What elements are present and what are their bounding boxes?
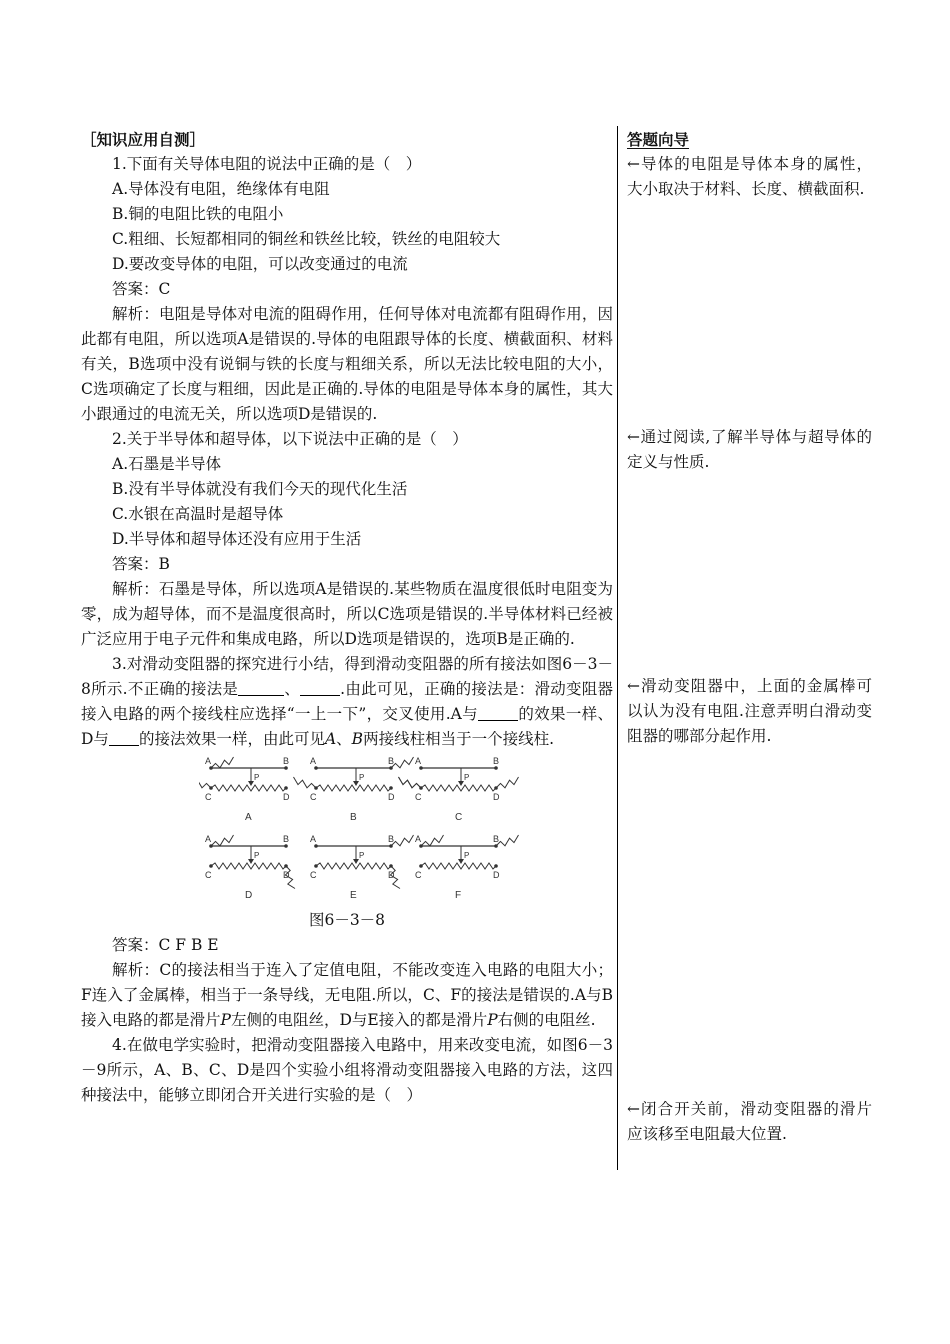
- main-column: [81, 127, 613, 1108]
- question-3: [81, 652, 613, 1033]
- rheostat-f-wire-a: [421, 835, 444, 846]
- rheostat-a-label-d: D: [283, 792, 290, 802]
- rheostat-d-terminal-b: [284, 844, 288, 848]
- rheostat-b-label-a: A: [310, 756, 317, 766]
- figure-6-3-8: [81, 756, 613, 908]
- rheostat-f-caption: F: [455, 890, 462, 901]
- guide-note-1: ←导体的电阻是导体本身的属性，大小取决于材料、长度、横截面积.: [627, 155, 872, 198]
- figure-caption: 图6－3－8: [308, 911, 386, 929]
- rheostat-f-label-b: B: [493, 834, 500, 844]
- q3-analysis-part: 左侧的电阻丝，D与E接入的都是滑片: [230, 1011, 488, 1029]
- q2-analysis: 解析：石墨是导体，所以选项A是错误的.某些物质在温度很低时电阻变为零，成为超导体，而不是温度很高时，所以C选项是错误的.半导体材料已经被广泛应用于电子元件和集成电路，所以D选项是错误的，选项B是正确的.: [81, 580, 613, 648]
- column-divider: [617, 126, 618, 1170]
- q2-option-b: B.没有半导体就没有我们今天的现代化生活: [112, 480, 408, 498]
- rheostat-d-label-b: B: [283, 834, 290, 844]
- rheostat-c-wire-d: [496, 777, 519, 788]
- rheostat-b-terminal-d: [389, 786, 393, 790]
- var-a: A: [324, 730, 337, 748]
- rheostat-e-label-p: P: [359, 851, 365, 860]
- rheostat-e-terminal-a: [314, 844, 318, 848]
- q2-stem: 2.关于半导体和超导体，以下说法中正确的是（ ）: [112, 430, 468, 448]
- rheostat-b-terminal-a: [314, 766, 318, 770]
- guide-note-3: ←滑动变阻器中，上面的金属棒可以认为没有电阻.注意弄明白滑动变阻器的哪部分起作用.: [627, 677, 872, 745]
- rheostat-b-label-p: P: [359, 773, 365, 782]
- rheostat-b-coil: [316, 785, 391, 791]
- rheostat-d-caption: D: [245, 890, 253, 901]
- rheostat-b-label-b: B: [388, 756, 395, 766]
- rheostat-c-label-d: D: [493, 792, 500, 802]
- rheostat-f-coil: [421, 863, 496, 869]
- q2-option-d: D.半导体和超导体还没有应用于生活: [112, 530, 362, 548]
- blank-1: [238, 679, 284, 696]
- rheostat-b-wire-c: [294, 777, 317, 788]
- q1-stem: 1.下面有关导体电阻的说法中正确的是（ ）: [112, 155, 422, 173]
- rheostat-e-label-b: B: [388, 834, 395, 844]
- rheostat-a-label-p: P: [254, 773, 260, 782]
- rheostat-a-caption: A: [245, 812, 252, 823]
- q3-analysis-part: 解析：C的接法相当于连入了定值电阻，不能改变连入电路的电阻大小；F连入了金属棒，相当于一条导线，无电阻.所以，C、F的接法是错误的.A与B接入电路的都是滑片: [81, 961, 613, 1029]
- q3-stem-part: 3.对滑动变阻器的探究进行小结，得到滑动变阻器的所有接法如图6－3－8所示.不正确的接法是: [81, 655, 613, 698]
- rheostat-e-label-d: D: [388, 870, 395, 880]
- rheostat-e-wire-b: [391, 835, 414, 846]
- guide-column: [627, 127, 872, 1143]
- rheostat-f-terminal-c: [419, 864, 423, 868]
- guide-note-4: ←闭合开关前，滑动变阻器的滑片应该移至电阻最大位置.: [627, 1100, 872, 1143]
- rheostat-f-wire-b: [496, 835, 519, 846]
- rheostat-c-label-b: B: [493, 756, 500, 766]
- rheostat-d-terminal-c: [209, 864, 213, 868]
- q3-separator: 、: [336, 730, 352, 748]
- blank-2: [300, 679, 340, 696]
- rheostat-d-label-a: A: [205, 834, 212, 844]
- rheostat-c-caption: C: [455, 812, 463, 823]
- blank-3: [478, 704, 518, 721]
- question-2: [81, 427, 613, 652]
- rheostat-f-label-p: P: [464, 851, 470, 860]
- rheostat-b-label-d: D: [388, 792, 395, 802]
- rheostat-c-label-p: P: [464, 773, 470, 782]
- q2-option-c: C.水银在高温时是超导体: [112, 505, 284, 523]
- guide-note-2: ←通过阅读,了解半导体与超导体的定义与性质.: [627, 428, 872, 471]
- rheostat-e-terminal-c: [314, 864, 318, 868]
- section-heading: ［知识应用自测］: [81, 130, 206, 149]
- q1-option-a: A.导体没有电阻，绝缘体有电阻: [112, 180, 330, 198]
- rheostat-a-label-a: A: [205, 756, 212, 766]
- question-1: [81, 152, 613, 427]
- var-p: P: [487, 1011, 498, 1029]
- rheostat-e-coil: [316, 863, 391, 869]
- q1-option-d: D.要改变导体的电阻，可以改变通过的电流: [112, 255, 408, 273]
- rheostat-a-wire-a: [211, 757, 234, 768]
- q2-answer: 答案：B: [112, 555, 170, 573]
- rheostat-f-label-d: D: [493, 870, 500, 880]
- rheostat-c-terminal-a: [419, 766, 423, 770]
- q2-option-a: A.石墨是半导体: [112, 455, 222, 473]
- rheostat-d-label-c: C: [205, 870, 212, 880]
- rheostat-d-label-d: D: [283, 870, 290, 880]
- rheostat-a-coil: [211, 785, 286, 791]
- rheostat-a-label-c: C: [205, 792, 212, 802]
- rheostat-a-wire-c: [199, 777, 211, 788]
- rheostat-c-label-a: A: [415, 756, 422, 766]
- rheostat-f-label-c: C: [415, 870, 422, 880]
- q3-analysis-part: 右侧的电阻丝.: [497, 1011, 596, 1029]
- rheostat-d-label-p: P: [254, 851, 260, 860]
- rheostat-d-coil: [211, 863, 286, 869]
- rheostat-b-wire-b: [391, 757, 414, 768]
- q3-stem-part: 两接线柱相当于一个接线柱.: [363, 730, 554, 748]
- q1-answer: 答案：C: [112, 280, 171, 298]
- rheostat-c-wire-c2: [399, 777, 422, 788]
- question-4: [81, 1033, 613, 1108]
- rheostat-a-terminal-d: [284, 786, 288, 790]
- q3-answer: 答案：C F B E: [112, 936, 219, 954]
- q3-stem-part: 的效果一样、D与: [81, 705, 613, 748]
- q1-option-b: B.铜的电阻比铁的电阻小: [112, 205, 284, 223]
- q3-separator: 、: [284, 680, 301, 698]
- rheostat-b-caption: B: [350, 812, 357, 823]
- blank-4: [109, 729, 139, 746]
- rheostat-f-label-a: A: [415, 834, 422, 844]
- q1-option-c: C.粗细、长短都相同的铜丝和铁丝比较，铁丝的电阻较大: [112, 230, 501, 248]
- q3-stem: [81, 652, 613, 752]
- q3-stem-part: .由此可见，正确的接法是：滑动变阻器接入电路的两个接线柱应选择“一上一下”，交叉使用.A与: [81, 680, 613, 723]
- rheostat-c-terminal-b: [494, 766, 498, 770]
- rheostat-b-label-c: C: [310, 792, 317, 802]
- guide-heading: 答题向导: [627, 130, 690, 149]
- rheostat-diagram: [199, 756, 529, 906]
- q1-analysis: 解析：电阻是导体对电流的阻碍作用，任何导体对电流都有阻碍作用，因此都有电阻，所以选项A是错误的.导体的电阻跟导体的长度、横截面积、材料有关，B选项中没有说铜与铁的长度与粗细关系，所以无法比较电阻的大小，C选项确定了长度与粗细，因此是正确的.导体的电阻是导体本身的属性，其大小跟通过的电流无关，所以选项D是错误的.: [81, 305, 613, 423]
- rheostat-d-wire-a: [211, 835, 234, 846]
- rheostat-c-coil: [421, 785, 496, 791]
- rheostat-c-label-c: C: [415, 792, 422, 802]
- rheostat-a-label-b: B: [283, 756, 290, 766]
- var-p: P: [220, 1011, 231, 1029]
- rheostat-a-terminal-b: [284, 766, 288, 770]
- q3-analysis: [81, 958, 613, 1033]
- rheostat-e-label-c: C: [310, 870, 317, 880]
- q4-stem: 4.在做电学实验时，把滑动变阻器接入电路中，用来改变电流，如图6－3－9所示，A、B、C、D是四个实验小组将滑动变阻器接入电路的方法，这四种接法中，能够立即闭合开关进行实验的是（ ）: [81, 1036, 613, 1104]
- q3-stem-part: 的接法效果一样，由此可见: [138, 730, 325, 748]
- rheostat-e-label-a: A: [310, 834, 317, 844]
- var-b: B: [351, 730, 364, 748]
- rheostat-e-caption: E: [350, 890, 357, 901]
- rheostat-f-terminal-d: [494, 864, 498, 868]
